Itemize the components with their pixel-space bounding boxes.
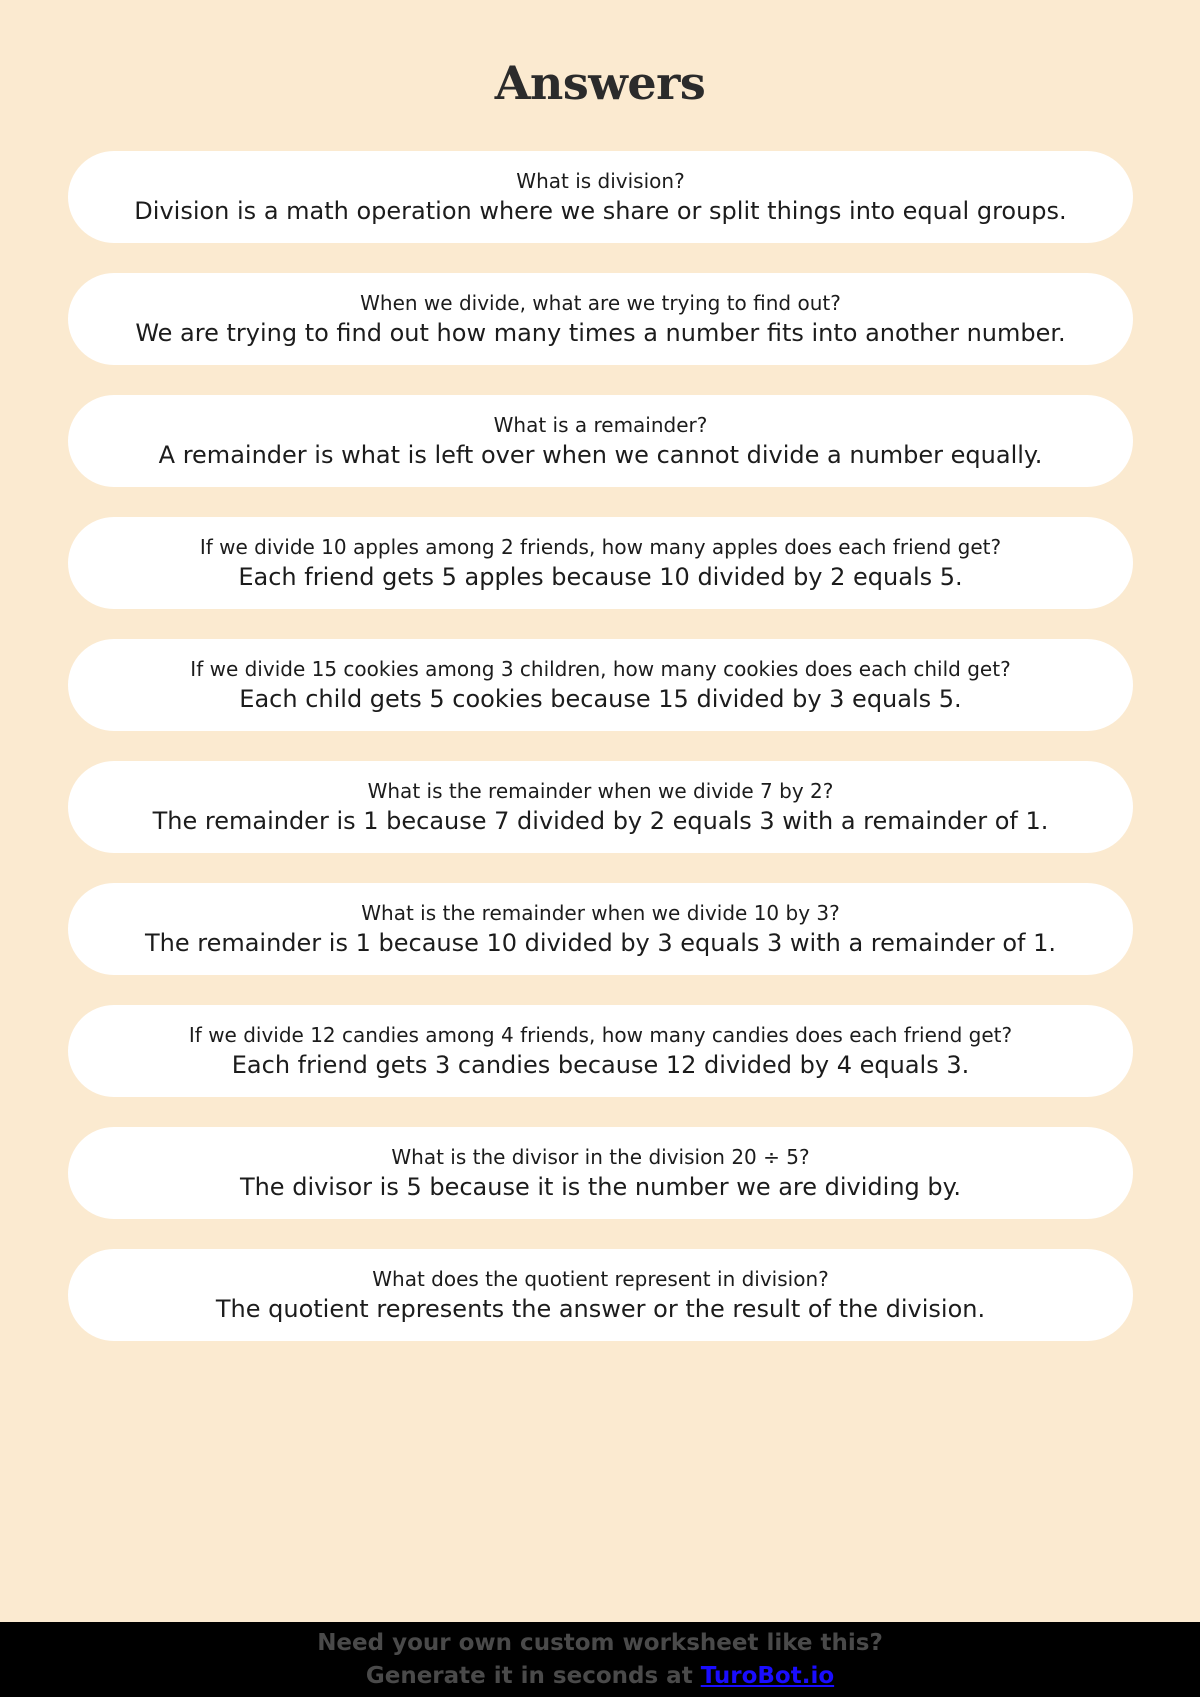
answer-text: The remainder is 1 because 10 divided by 3 equals 3 with a remainder of 1. bbox=[144, 929, 1057, 957]
answer-card bbox=[68, 1249, 1133, 1341]
answer-text: Each friend gets 3 candies because 12 divided by 4 equals 3. bbox=[231, 1051, 970, 1079]
footer-line-2 bbox=[0, 1660, 1200, 1693]
footer-line-1: Need your own custom worksheet like this? bbox=[317, 1630, 883, 1656]
answer-list bbox=[68, 151, 1133, 1371]
answer-text: Each child gets 5 cookies because 15 divided by 3 equals 5. bbox=[239, 685, 962, 713]
question-text: If we divide 12 candies among 4 friends, how many candies does each friend get? bbox=[188, 1023, 1013, 1047]
answer-card bbox=[68, 1005, 1133, 1097]
question-text: What is the remainder when we divide 10 by 3? bbox=[361, 901, 840, 925]
answer-text: We are trying to find out how many times a number fits into another number. bbox=[135, 319, 1066, 347]
answer-card bbox=[68, 395, 1133, 487]
answer-card bbox=[68, 517, 1133, 609]
answer-card bbox=[68, 151, 1133, 243]
answer-text: The quotient represents the answer or the result of the division. bbox=[215, 1295, 986, 1323]
question-text: When we divide, what are we trying to find out? bbox=[360, 291, 841, 315]
question-text: If we divide 10 apples among 2 friends, how many apples does each friend get? bbox=[199, 535, 1002, 559]
answer-card bbox=[68, 1127, 1133, 1219]
turobot-link[interactable]: TuroBot.io bbox=[700, 1663, 835, 1689]
answer-text: Each friend gets 5 apples because 10 divided by 2 equals 5. bbox=[238, 563, 963, 591]
question-text: What is the divisor in the division 20 ÷ 5? bbox=[391, 1145, 810, 1169]
answer-text: The divisor is 5 because it is the number we are dividing by. bbox=[239, 1173, 962, 1201]
answer-card bbox=[68, 273, 1133, 365]
footer-line-2-text: Generate it in seconds at bbox=[365, 1663, 701, 1689]
question-text: What is the remainder when we divide 7 by 2? bbox=[367, 779, 834, 803]
question-text: What is a remainder? bbox=[493, 413, 708, 437]
promo-footer bbox=[0, 1622, 1200, 1697]
question-text: If we divide 15 cookies among 3 children, how many cookies does each child get? bbox=[190, 657, 1011, 681]
answer-card bbox=[68, 883, 1133, 975]
page-title: Answers bbox=[494, 56, 706, 110]
question-text: What does the quotient represent in division? bbox=[372, 1267, 829, 1291]
answer-card bbox=[68, 639, 1133, 731]
answer-text: Division is a math operation where we share or split things into equal groups. bbox=[134, 197, 1067, 225]
answer-text: A remainder is what is left over when we cannot divide a number equally. bbox=[158, 441, 1043, 469]
question-text: What is division? bbox=[516, 169, 685, 193]
answer-text: The remainder is 1 because 7 divided by 2 equals 3 with a remainder of 1. bbox=[152, 807, 1049, 835]
answer-card bbox=[68, 761, 1133, 853]
